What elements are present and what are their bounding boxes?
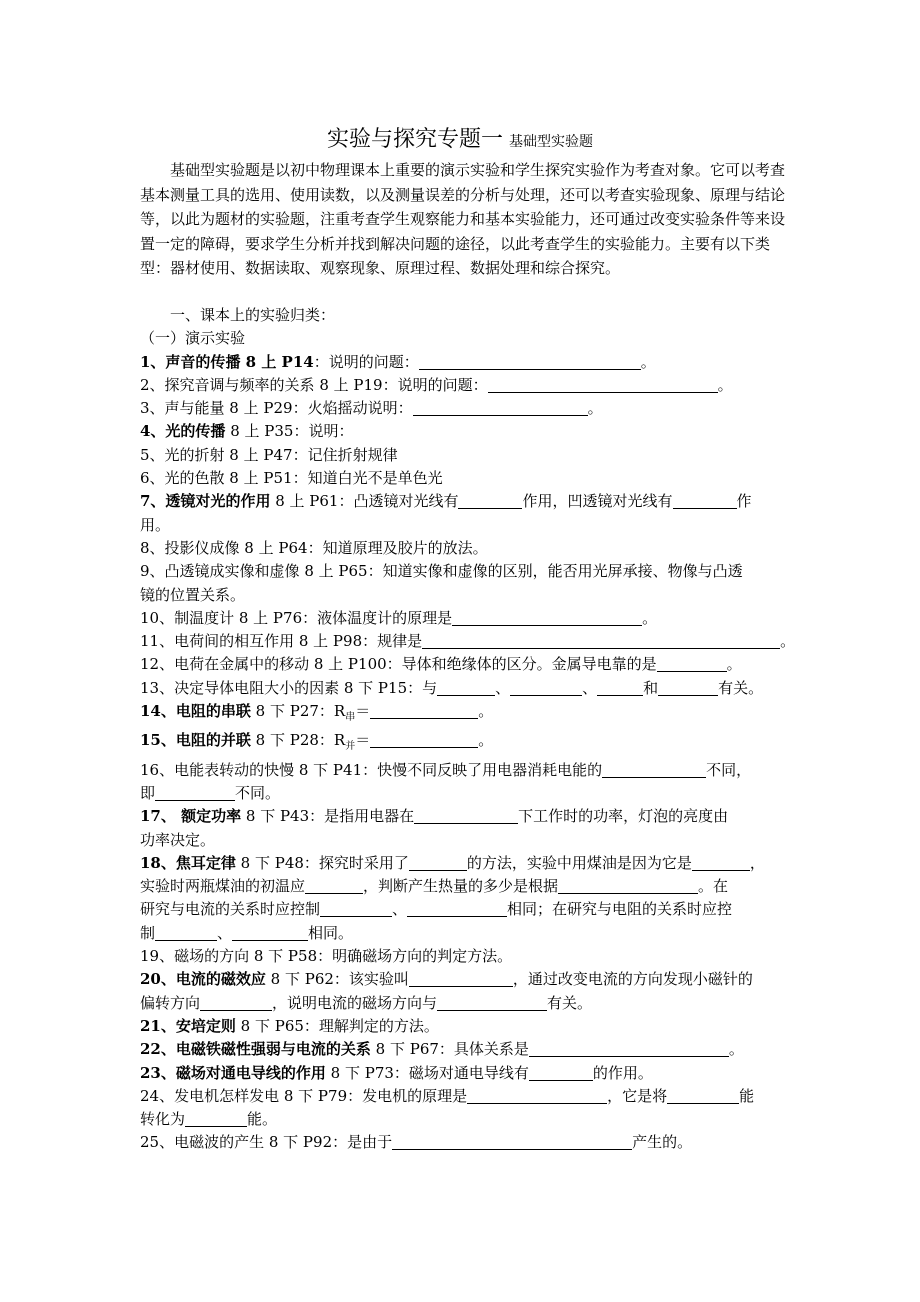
item-9: 9、凸透镜成实像和虚像 8 上 P65：知道实像和虚像的区别，能否用光屏承接、物像与凸透 <box>140 562 743 581</box>
item-23-head: 23、磁场对通电导线的作用 <box>140 1063 326 1082</box>
answer-blank[interactable] <box>452 611 642 626</box>
item-25 <box>140 1131 790 1154</box>
item-3-end: 。 <box>587 399 603 418</box>
item-15-head: 15、电阻的并联 <box>140 731 251 750</box>
item-1-text: ：说明的问题： <box>313 352 419 371</box>
item-8: 8、投影仪成像 8 上 P64：知道原理及胶片的放法。 <box>140 538 488 557</box>
answer-blank[interactable] <box>419 355 641 370</box>
experiment-list <box>140 304 796 1155</box>
item-20-head: 20、电流的磁效应 <box>140 970 266 989</box>
item-2-end: 。 <box>717 375 733 394</box>
item-6: 6、光的色散 8 上 P51：知道白光不是单色光 <box>140 469 443 488</box>
item-14-head: 14、电阻的串联 <box>140 702 251 721</box>
item-18-a: 的方法，实验中用煤油是因为它是 <box>466 853 692 872</box>
title-main: 实验与探究专题一 <box>326 127 503 152</box>
item-13-and: 和 <box>643 678 659 697</box>
item-17-text: 8 下 P43：是指用电器在 <box>241 807 415 826</box>
answer-blank[interactable] <box>413 401 588 416</box>
item-14-subscript: 串 <box>345 712 356 724</box>
answer-blank[interactable] <box>305 879 363 894</box>
item-1-end: 。 <box>640 352 656 371</box>
item-18-l3b: 、 <box>392 900 408 919</box>
item-18-head: 18、焦耳定律 <box>140 853 236 872</box>
subsection-heading: （一）演示实验 <box>140 329 246 348</box>
item-20-l2b: ，说明电流的磁场方向与 <box>272 993 438 1012</box>
answer-blank[interactable] <box>232 926 308 941</box>
item-14 <box>140 700 790 729</box>
answer-blank[interactable] <box>673 494 737 509</box>
item-4-head: 4、光的传播 <box>140 422 226 441</box>
answer-blank[interactable] <box>558 879 698 894</box>
item-13 <box>140 677 790 700</box>
item-1-head: 1、声音的传播 8 上 P14 <box>140 352 314 371</box>
answer-blank[interactable] <box>458 494 522 509</box>
item-19: 19、磁场的方向 8 下 P58：明确磁场方向的判定方法。 <box>140 947 513 966</box>
item-2 <box>140 374 790 397</box>
item-24 <box>140 1085 790 1108</box>
answer-blank[interactable] <box>667 1089 739 1104</box>
answer-blank[interactable] <box>692 856 750 871</box>
item-20-l2c: 有关。 <box>547 993 593 1012</box>
item-12-end: 。 <box>726 655 742 674</box>
item-24-text: 24、发电机怎样发电 8 下 P79：发电机的原理是 <box>140 1086 468 1105</box>
item-20-l2a: 偏转方向 <box>140 993 201 1012</box>
item-18-l2c: 。在 <box>698 877 729 896</box>
item-3-text: 3、声与能量 8 上 P29：火焰摇动说明： <box>140 399 413 418</box>
item-20-text: 8 下 P62：该实验叫 <box>265 970 409 989</box>
answer-blank[interactable] <box>437 681 495 696</box>
item-18-line4 <box>140 922 790 945</box>
item-4 <box>140 420 790 443</box>
item-24-mid: ，它是将 <box>607 1086 668 1105</box>
answer-blank[interactable] <box>437 996 547 1011</box>
item-18-b: ， <box>749 853 765 872</box>
item-18-l4a: 制 <box>140 923 156 942</box>
item-16-cont-text: 即 <box>140 783 156 802</box>
item-17 <box>140 805 790 828</box>
answer-blank[interactable] <box>409 972 513 987</box>
answer-blank[interactable] <box>409 856 467 871</box>
answer-blank[interactable] <box>200 996 272 1011</box>
item-15-subscript: 并 <box>345 741 356 753</box>
item-13-sep: 、 <box>495 678 511 697</box>
item-24-cont-text: 转化为 <box>140 1110 186 1129</box>
item-22-head: 22、电磁铁磁性强弱与电流的关系 <box>140 1040 371 1059</box>
answer-blank[interactable] <box>392 1135 632 1150</box>
answer-blank[interactable] <box>657 657 727 672</box>
item-16-end: 不同， <box>706 760 752 779</box>
item-3 <box>140 397 790 420</box>
item-16-cont-end: 不同。 <box>235 783 281 802</box>
item-14-text: 8 下 P27：R <box>250 702 346 721</box>
item-18-l2a: 实验时两瓶煤油的初温应 <box>140 877 306 896</box>
answer-blank[interactable] <box>407 902 507 917</box>
answer-blank[interactable] <box>320 902 392 917</box>
item-11 <box>140 630 796 653</box>
item-18-l3c: 相同；在研究与电阻的关系时应控 <box>507 900 733 919</box>
answer-blank[interactable] <box>602 763 706 778</box>
item-15 <box>140 729 790 758</box>
section-heading: 一、课本上的实验归类： <box>170 306 336 324</box>
item-14-eq: ＝ <box>355 702 371 721</box>
item-17-head: 17、 额定功率 <box>140 807 242 826</box>
answer-blank[interactable] <box>467 1089 607 1104</box>
item-18 <box>140 852 790 875</box>
item-10 <box>140 607 790 630</box>
item-10-text: 10、制温度计 8 上 P76：液体温度计的原理是 <box>140 608 453 627</box>
item-9-cont: 镜的位置关系。 <box>140 585 246 604</box>
item-18-line2 <box>140 875 790 898</box>
item-15-eq: ＝ <box>355 731 371 750</box>
item-18-l3a: 研究与电流的关系时应控制 <box>140 900 321 919</box>
item-23-end: 的作用。 <box>592 1063 653 1082</box>
item-11-end: 。 <box>780 632 796 651</box>
item-20 <box>140 968 790 991</box>
item-18-l4b: 、 <box>217 923 233 942</box>
item-17-end: 下工作时的功率，灯泡的亮度由 <box>518 807 729 826</box>
title-subtitle: 基础型实验题 <box>509 134 593 150</box>
item-11-text: 11、电荷间的相互作用 8 上 P98：规律是 <box>140 632 423 651</box>
item-12-text: 12、电荷在金属中的移动 8 上 P100：导体和绝缘体的区分。金属导电靠的是 <box>140 655 657 674</box>
item-15-end: 。 <box>478 731 494 750</box>
item-7-cont: 用。 <box>140 515 171 534</box>
answer-blank[interactable] <box>370 704 478 719</box>
item-21-text: 8 下 P65：理解判定的方法。 <box>235 1016 439 1035</box>
item-24-cont <box>140 1108 790 1131</box>
answer-blank[interactable] <box>155 926 217 941</box>
answer-blank[interactable] <box>488 378 718 393</box>
item-23 <box>140 1062 790 1085</box>
answer-blank[interactable] <box>370 733 478 748</box>
item-20-line2 <box>140 992 790 1015</box>
item-20-mid: ，通过改变电流的方向发现小磁针的 <box>512 970 753 989</box>
item-25-end: 产生的。 <box>632 1133 693 1152</box>
item-14-end: 。 <box>478 702 494 721</box>
item-21 <box>140 1015 790 1038</box>
answer-blank[interactable] <box>414 809 518 824</box>
answer-blank[interactable] <box>155 786 235 801</box>
item-7-head: 7、透镜对光的作用 <box>140 492 271 511</box>
item-24-end: 能 <box>739 1086 755 1105</box>
item-15-text: 8 下 P28：R <box>250 731 346 750</box>
intro-paragraph: 基础型实验题是以初中物理课本上重要的演示实验和学生探究实验作为考查对象。它可以考查基本测量工具的选用、使用读数，以及测量误差的分析与处理，还可以考查实验现象、原理与结论等，以此为题材的实验题，注重考查学生观察能力和基本实验能力，还可通过改变实验条件等来设置一定的障碍，要求学生分析并找到解决问题的途径，以此考查学生的实验能力。主要有以下类型：器材使用、数据读取、观察现象、原理过程、数据处理和综合探究。 <box>140 161 786 278</box>
answer-blank[interactable] <box>597 681 643 696</box>
item-13-end: 有关。 <box>718 678 764 697</box>
item-18-text: 8 下 P48：探究时采用了 <box>235 853 409 872</box>
item-22-text: 8 下 P67：具体关系是 <box>370 1040 529 1059</box>
item-2-text: 2、探究音调与频率的关系 8 上 P19：说明的问题： <box>140 375 488 394</box>
item-17-cont: 功率决定。 <box>140 830 216 849</box>
item-18-line3 <box>140 898 790 921</box>
item-22 <box>140 1038 790 1061</box>
item-7-mid: 作用，凹透镜对光线有 <box>522 492 673 511</box>
answer-blank[interactable] <box>529 1042 729 1057</box>
answer-blank[interactable] <box>510 681 582 696</box>
item-16-cont <box>140 782 790 805</box>
item-16-text: 16、电能表转动的快慢 8 下 P41：快慢不同反映了用电器消耗电能的 <box>140 760 603 779</box>
item-16 <box>140 759 790 782</box>
item-23-text: 8 下 P73：磁场对通电导线有 <box>325 1063 529 1082</box>
item-12 <box>140 653 790 676</box>
item-7-end: 作 <box>736 492 752 511</box>
page-title <box>0 122 920 153</box>
item-10-end: 。 <box>642 608 658 627</box>
item-24-cont-end: 能。 <box>247 1110 278 1129</box>
item-4-text: 8 上 P35：说明： <box>225 422 354 441</box>
item-13-sep: 、 <box>582 678 598 697</box>
item-1 <box>140 351 790 374</box>
item-22-end: 。 <box>728 1040 744 1059</box>
answer-blank[interactable] <box>185 1112 247 1127</box>
item-13-text: 13、决定导体电阻大小的因素 8 下 P15：与 <box>140 678 438 697</box>
item-21-head: 21、安培定则 <box>140 1016 236 1035</box>
item-25-text: 25、电磁波的产生 8 下 P92：是由于 <box>140 1133 393 1152</box>
item-5: 5、光的折射 8 上 P47：记住折射规律 <box>140 445 398 464</box>
answer-blank[interactable] <box>529 1066 593 1081</box>
item-7 <box>140 490 790 513</box>
item-18-l2b: ，判断产生热量的多少是根据 <box>363 877 559 896</box>
item-7-text: 8 上 P61：凸透镜对光线有 <box>270 492 459 511</box>
item-18-l4c: 相同。 <box>308 923 354 942</box>
answer-blank[interactable] <box>658 681 718 696</box>
answer-blank[interactable] <box>422 634 780 649</box>
